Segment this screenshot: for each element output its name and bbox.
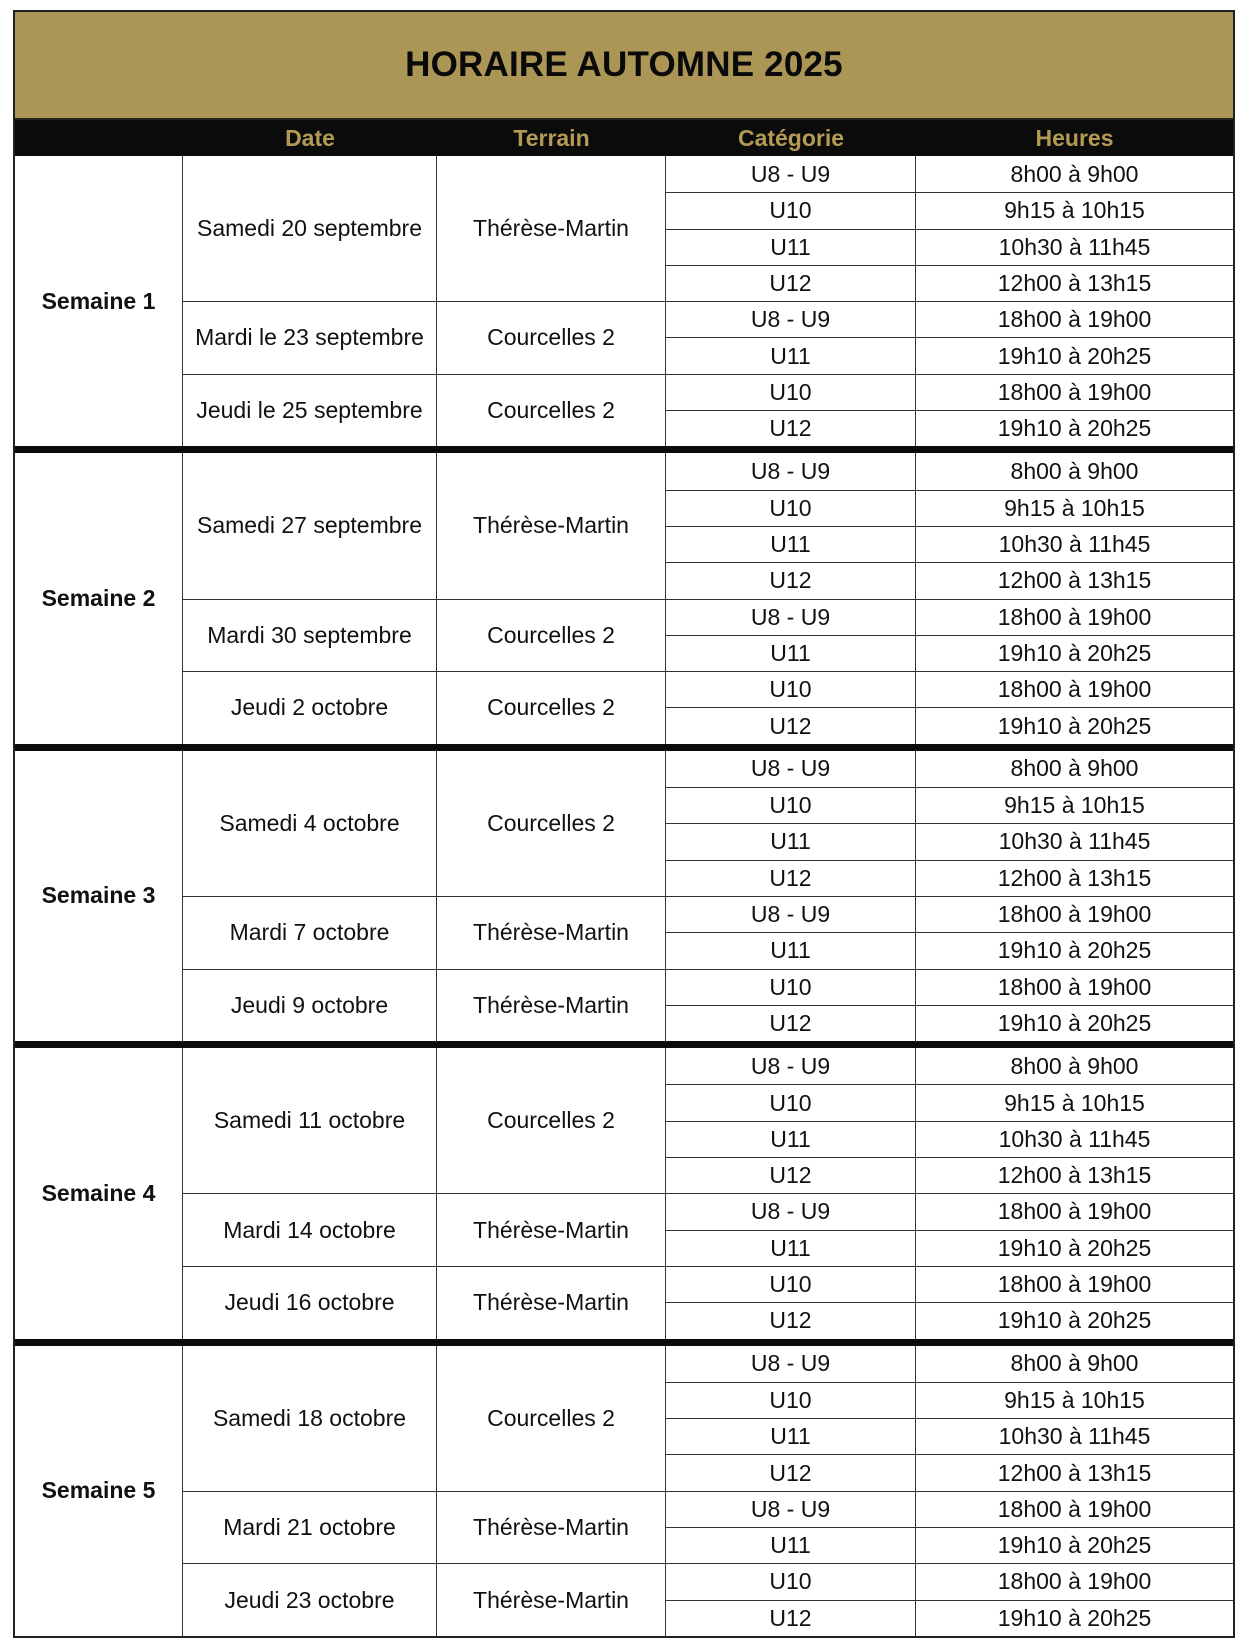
category-cell: U12 [666,562,916,598]
date-cell: Mardi 7 octobre [183,896,437,969]
category-cell: U12 [666,1600,916,1636]
category-cell: U10 [666,1266,916,1302]
time-cell: 18h00 à 19h00 [916,671,1233,707]
date-cell: Samedi 11 octobre [183,1048,437,1193]
date-cell: Jeudi le 25 septembre [183,374,437,447]
category-cell: U10 [666,1563,916,1599]
header-categorie: Catégorie [737,124,845,151]
week-label: Semaine 2 [15,453,183,743]
terrain-cell: Courcelles 2 [437,751,666,896]
header-week [15,120,183,156]
category-cell: U8 - U9 [666,301,916,337]
terrain-cell: Thérèse-Martin [437,1266,666,1339]
time-cell: 9h15 à 10h15 [916,1382,1233,1418]
week-block [15,446,1233,743]
category-cell: U12 [666,410,916,446]
time-cell: 12h00 à 13h15 [916,265,1233,301]
date-cell: Jeudi 2 octobre [183,671,437,744]
column-header-row [15,120,1233,156]
time-cell: 9h15 à 10h15 [916,192,1233,228]
category-cell: U11 [666,1418,916,1454]
time-cell: 8h00 à 9h00 [1010,755,1139,782]
time-cell: 10h30 à 11h45 [916,526,1233,562]
terrain-cell: Thérèse-Martin [437,156,666,301]
date-cell: Samedi 4 octobre [183,751,437,896]
terrain-cell: Thérèse-Martin [437,1491,666,1564]
category-cell: U10 [666,490,916,526]
time-cell: 19h10 à 20h25 [916,1302,1233,1338]
week-label: Semaine 3 [15,751,183,1041]
time-cell: 10h30 à 11h45 [916,229,1233,265]
category-cell: U10 [666,969,916,1005]
category-cell: U12 [666,860,916,896]
time-cell: 19h10 à 20h25 [916,1527,1233,1563]
category-cell: U12 [666,1005,916,1041]
category-cell: U8 - U9 [666,453,916,489]
time-cell: 12h00 à 13h15 [916,1454,1233,1490]
week-block [15,156,1233,446]
category-cell: U12 [666,707,916,743]
category-cell: U8 - U9 [666,1048,916,1084]
time-cell: 18h00 à 19h00 [916,1266,1233,1302]
category-cell: U10 [666,787,916,823]
time-cell: 18h00 à 19h00 [916,374,1233,410]
time-cell: 19h10 à 20h25 [916,707,1233,743]
terrain-cell: Courcelles 2 [437,301,666,374]
date-cell: Samedi 20 septembre [183,156,437,301]
category-cell: U12 [666,265,916,301]
time-cell: 19h10 à 20h25 [916,1600,1233,1636]
category-cell: U11 [666,1527,916,1563]
week-label: Semaine 5 [15,1346,183,1636]
time-cell: 19h10 à 20h25 [916,932,1233,968]
terrain-cell: Courcelles 2 [437,1048,666,1193]
category-cell: U8 - U9 [666,751,916,787]
category-cell: U8 - U9 [666,1491,916,1527]
header-date: Date [285,124,335,151]
terrain-cell: Courcelles 2 [437,599,666,672]
date-cell: Jeudi 9 octobre [183,969,437,1042]
category-cell: U10 [666,1382,916,1418]
category-cell: U12 [666,1454,916,1490]
time-cell: 19h10 à 20h25 [916,410,1233,446]
terrain-cell: Thérèse-Martin [437,1563,666,1636]
category-cell: U11 [666,1230,916,1266]
weeks-body [15,156,1233,1636]
time-cell: 8h00 à 9h00 [1010,1350,1139,1377]
date-cell: Samedi 18 octobre [183,1346,437,1491]
title-band [15,12,1233,120]
time-cell: 18h00 à 19h00 [916,969,1233,1005]
time-cell: 8h00 à 9h00 [1010,1052,1139,1079]
terrain-cell: Thérèse-Martin [437,1193,666,1266]
category-cell: U11 [666,1121,916,1157]
terrain-cell: Thérèse-Martin [437,969,666,1042]
week-block [15,1041,1233,1338]
time-cell: 12h00 à 13h15 [916,1157,1233,1193]
time-cell: 12h00 à 13h15 [916,860,1233,896]
category-cell: U8 - U9 [666,896,916,932]
date-cell: Jeudi 16 octobre [183,1266,437,1339]
category-cell: U11 [666,337,916,373]
terrain-cell: Courcelles 2 [437,671,666,744]
time-cell: 9h15 à 10h15 [916,1084,1233,1120]
category-cell: U11 [666,526,916,562]
time-cell: 8h00 à 9h00 [1010,458,1139,485]
time-cell: 9h15 à 10h15 [916,490,1233,526]
date-cell: Jeudi 23 octobre [183,1563,437,1636]
category-cell: U8 - U9 [666,599,916,635]
week-block [15,744,1233,1041]
category-cell: U11 [666,635,916,671]
category-cell: U12 [666,1157,916,1193]
time-cell: 9h15 à 10h15 [916,787,1233,823]
week-label: Semaine 4 [15,1048,183,1338]
time-cell: 19h10 à 20h25 [916,337,1233,373]
time-cell: 19h10 à 20h25 [916,1005,1233,1041]
time-cell: 18h00 à 19h00 [916,1563,1233,1599]
week-block [15,1339,1233,1636]
schedule-table [13,10,1235,1638]
time-cell: 10h30 à 11h45 [916,1121,1233,1157]
time-cell: 10h30 à 11h45 [916,1418,1233,1454]
terrain-cell: Courcelles 2 [437,374,666,447]
time-cell: 18h00 à 19h00 [916,896,1233,932]
terrain-cell: Thérèse-Martin [437,453,666,598]
category-cell: U10 [666,1084,916,1120]
category-cell: U11 [666,229,916,265]
page-title: HORAIRE AUTOMNE 2025 [405,45,843,84]
time-cell: 8h00 à 9h00 [1010,160,1139,187]
terrain-cell: Thérèse-Martin [437,896,666,969]
category-cell: U8 - U9 [666,156,916,192]
time-cell: 12h00 à 13h15 [916,562,1233,598]
category-cell: U10 [666,374,916,410]
header-terrain: Terrain [513,124,590,151]
category-cell: U10 [666,192,916,228]
terrain-cell: Courcelles 2 [437,1346,666,1491]
date-cell: Mardi le 23 septembre [183,301,437,374]
header-heures: Heures [1035,124,1114,151]
date-cell: Mardi 14 octobre [183,1193,437,1266]
category-cell: U11 [666,932,916,968]
date-cell: Samedi 27 septembre [183,453,437,598]
category-cell: U8 - U9 [666,1346,916,1382]
category-cell: U12 [666,1302,916,1338]
time-cell: 19h10 à 20h25 [916,1230,1233,1266]
category-cell: U8 - U9 [666,1193,916,1229]
category-cell: U11 [666,823,916,859]
time-cell: 18h00 à 19h00 [916,1193,1233,1229]
time-cell: 10h30 à 11h45 [916,823,1233,859]
week-label: Semaine 1 [15,156,183,446]
date-cell: Mardi 30 septembre [183,599,437,672]
time-cell: 18h00 à 19h00 [916,599,1233,635]
date-cell: Mardi 21 octobre [183,1491,437,1564]
time-cell: 19h10 à 20h25 [916,635,1233,671]
time-cell: 18h00 à 19h00 [916,301,1233,337]
time-cell: 18h00 à 19h00 [916,1491,1233,1527]
category-cell: U10 [666,671,916,707]
